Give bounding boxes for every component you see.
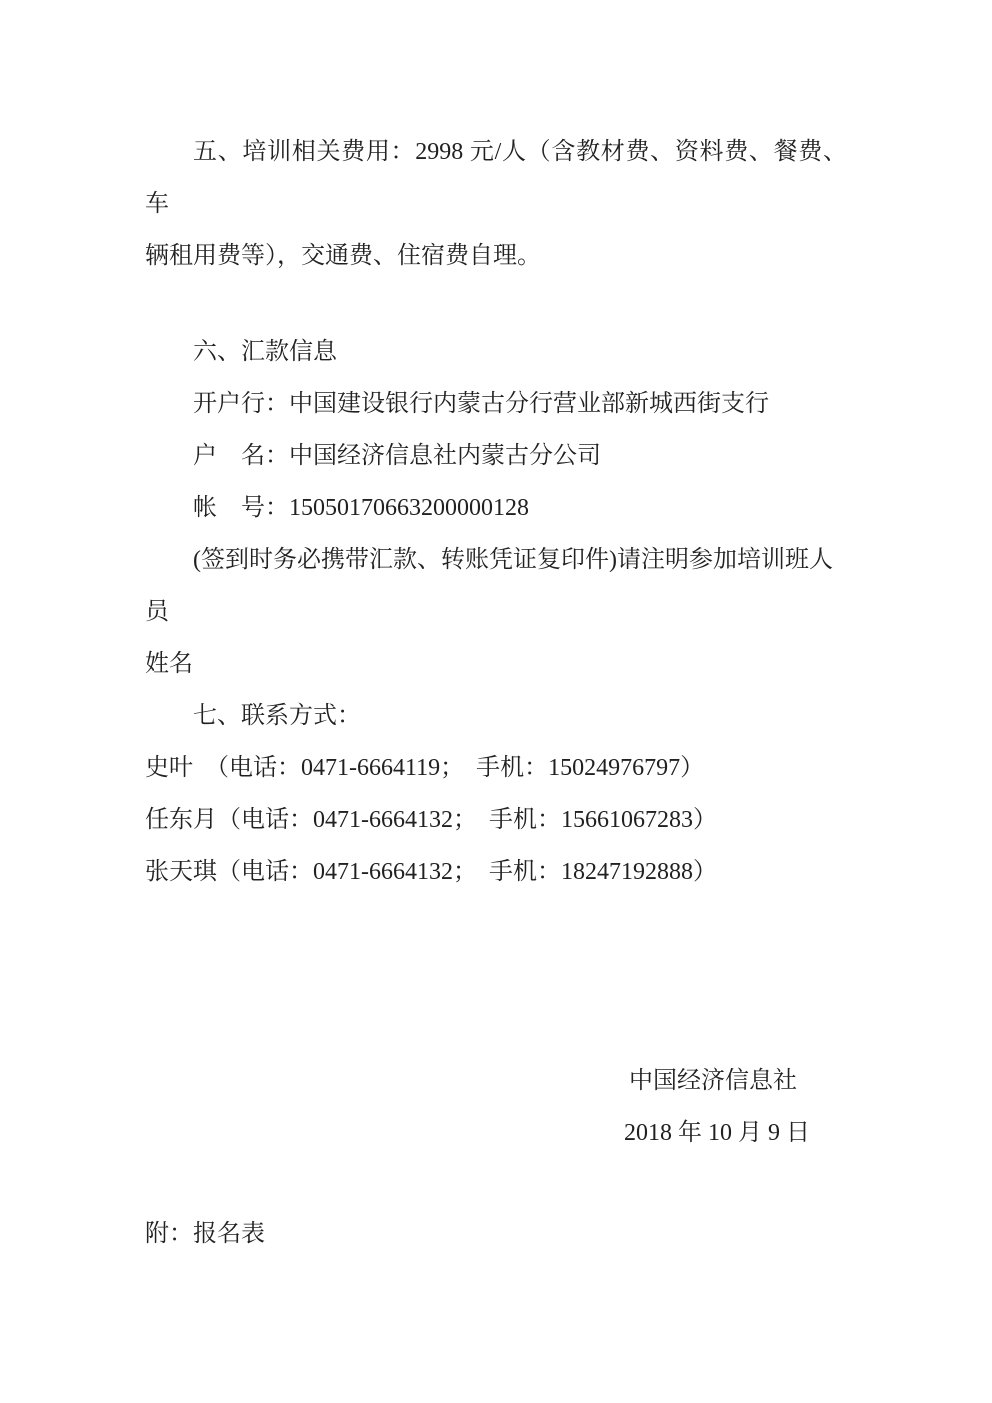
remittance-note (145, 534, 847, 690)
fee-paragraph-line-1: 五、培训相关费用：2998 元/人（含教材费、资料费、餐费、车 (145, 139, 847, 217)
remittance-section-title: 六、汇款信息 (193, 339, 337, 365)
contact-line: 史叶 （电话：0471-6664119； 手机：15024976797） (145, 755, 705, 781)
contact-section-title: 七、联系方式： (193, 703, 361, 729)
remittance-bank-line: 开户行：中国建设银行内蒙古分行营业部新城西街支行 (193, 391, 769, 417)
fee-paragraph-line-2: 辆租用费等），交通费、住宿费自理。 (145, 243, 541, 269)
remittance-note-line-1: (签到时务必携带汇款、转账凭证复印件)请注明参加培训班人员 (145, 547, 833, 625)
contact-line: 张天琪（电话：0471-6664132； 手机：18247192888） (145, 859, 717, 885)
remittance-account-number-line: 帐 号：15050170663200000128 (193, 495, 529, 521)
remittance-note-line-2: 姓名 (145, 651, 193, 677)
remittance-account-name-line: 户 名：中国经济信息社内蒙古分公司 (193, 443, 601, 469)
signature-block (145, 1055, 847, 1159)
signature-organization: 中国经济信息社 (629, 1068, 797, 1094)
signature-date: 2018 年 10 月 9 日 (624, 1120, 810, 1146)
fee-paragraph (145, 126, 847, 282)
attachment-line: 附：报名表 (145, 1221, 265, 1247)
contact-line: 任东月（电话：0471-6664132； 手机：15661067283） (145, 807, 717, 833)
